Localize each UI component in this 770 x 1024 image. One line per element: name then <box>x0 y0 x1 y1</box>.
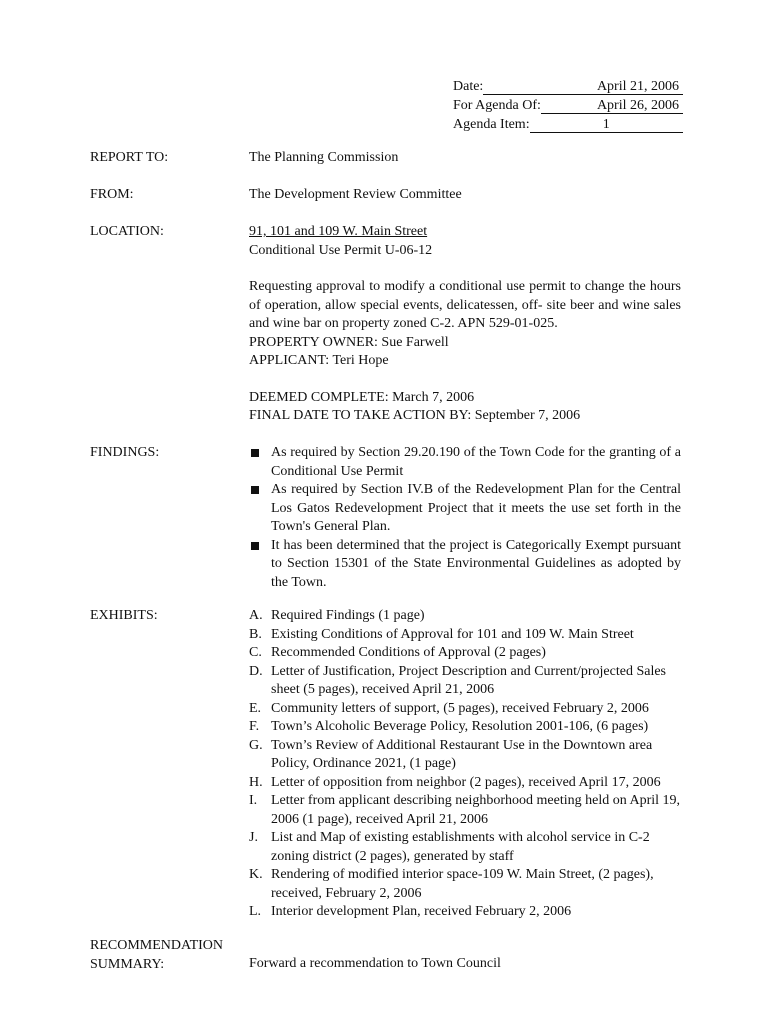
exhibit-item: D. Letter of Justification, Project Description and Current/projected Sales sheet (5 pages), received April 21, 2006 <box>249 663 666 697</box>
bullet-square-icon <box>251 542 259 550</box>
agenda-item-row <box>453 116 683 135</box>
applicant: APPLICANT: Teri Hope <box>249 353 389 368</box>
report-to-value: The Planning Commission <box>249 150 399 165</box>
finding-item: As required by Section 29.20.190 of the Town Code for the granting of a Conditional Use Permit <box>249 444 681 481</box>
agenda-item-value: 1 <box>530 117 683 133</box>
date-label: Date: <box>453 79 484 94</box>
from-label: FROM: <box>90 187 134 202</box>
recommendation-value: Forward a recommendation to Town Council <box>249 956 501 971</box>
date-row <box>453 78 683 97</box>
location-block <box>249 223 681 426</box>
finding-item: It has been determined that the project is Categorically Exempt pursuant to Section 15301 of the State Environmental Guidelines as adopted by the Town. <box>249 537 681 593</box>
deemed-complete: DEEMED COMPLETE: March 7, 2006 <box>249 389 475 405</box>
bullet-square-icon <box>251 486 259 494</box>
recommendation-label: RECOMMENDATION SUMMARY: <box>90 938 223 972</box>
request-description: Requesting approval to modify a conditional use permit to change the hours of operation, allow special events, delicatessen, off- site beer and wine sales and wine bar on property zoned C-2. APN 529-01-025. <box>249 279 681 331</box>
agenda-header <box>453 78 683 135</box>
date-value: April 21, 2006 <box>483 79 683 95</box>
exhibit-item: J. List and Map of existing establishments with alcohol service in C-2 zoning district (2 pages), generated by staff <box>249 830 650 864</box>
agenda-of-value: April 26, 2006 <box>541 98 683 114</box>
permit-number: Conditional Use Permit U-06-12 <box>249 242 433 258</box>
exhibits-list <box>249 607 681 922</box>
report-to-label: REPORT TO: <box>90 150 169 165</box>
bullet-square-icon <box>251 449 259 457</box>
location-address: 91, 101 and 109 W. Main Street <box>249 224 428 239</box>
exhibit-item: G. Town’s Review of Additional Restaurant Use in the Downtown area Policy, Ordinance 2021, (1 page) <box>249 737 653 771</box>
exhibit-item: A. Required Findings (1 page) <box>249 608 425 623</box>
agenda-item-label: Agenda Item: <box>453 117 530 132</box>
location-label: LOCATION: <box>90 224 164 239</box>
exhibit-item: E. Community letters of support, (5 pages), received February 2, 2006 <box>249 700 649 716</box>
final-action-date: FINAL DATE TO TAKE ACTION BY: September 7, 2006 <box>249 408 581 423</box>
agenda-of-label: For Agenda Of: <box>453 98 541 113</box>
agenda-of-row <box>453 97 683 116</box>
exhibit-item: I. Letter from applicant describing neighborhood meeting held on April 19, 2006 (1 page), received April 21, 2006 <box>249 793 681 827</box>
exhibit-item: B. Existing Conditions of Approval for 101 and 109 W. Main Street <box>249 626 634 642</box>
findings-label: FINDINGS: <box>90 445 160 460</box>
exhibits-label: EXHIBITS: <box>90 608 158 623</box>
property-owner: PROPERTY OWNER: Sue Farwell <box>249 334 449 350</box>
exhibit-item: H. Letter of opposition from neighbor (2 pages), received April 17, 2006 <box>249 774 661 790</box>
from-value: The Development Review Committee <box>249 187 462 202</box>
exhibit-item: L. Interior development Plan, received February 2, 2006 <box>249 904 572 919</box>
exhibit-item: C. Recommended Conditions of Approval (2 pages) <box>249 645 546 660</box>
findings-list <box>249 444 681 592</box>
exhibit-item: K. Rendering of modified interior space-109 W. Main Street, (2 pages), received, February 2, 2006 <box>249 867 654 901</box>
finding-item: As required by Section IV.B of the Redevelopment Plan for the Central Los Gatos Redevelopment Project that it meets the use set forth in the Town's General Plan. <box>249 481 681 537</box>
exhibit-item: F. Town’s Alcoholic Beverage Policy, Resolution 2001-106, (6 pages) <box>249 719 649 734</box>
